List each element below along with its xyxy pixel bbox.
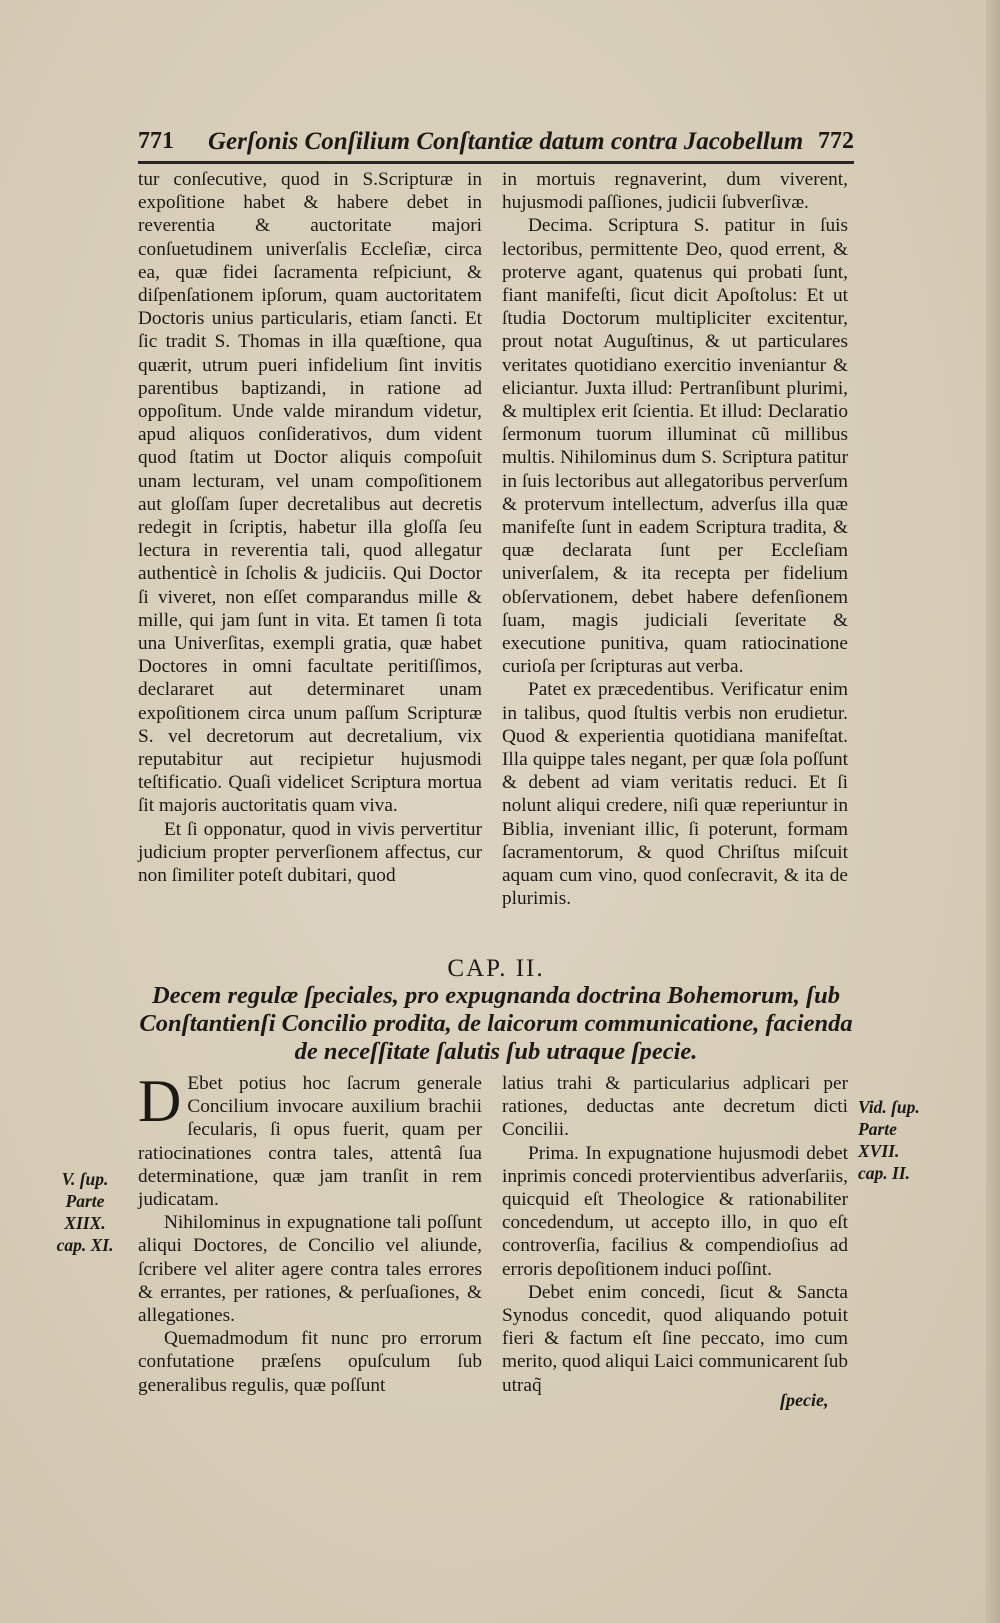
- paragraph-first: [138, 1068, 482, 1211]
- paragraph: Nihilominus in expugnatione tali poſſunt aliqui Doctores, de Concilio vel aliunde, ſcribere vel aliter agere contra tales errores & errantes, per rationes, & perſuaſiones, & allegationes.: [138, 1212, 482, 1327]
- margin-note-right: Vid. ſup. Parte XVII. cap. II.: [858, 1097, 920, 1183]
- column-left-top: [138, 168, 482, 887]
- paragraph: Quemadmodum fit nunc pro errorum confutatione præſens opuſculum ſub generalibus regulis, quæ poſſunt: [138, 1328, 482, 1396]
- drop-capital: D: [138, 1068, 182, 1134]
- column-right-bottom: [502, 1072, 848, 1397]
- paragraph: Debet enim concedi, ſicut & Sancta Synodus concedit, quod aliquando potuit fieri & factum eſt ſine peccato, imo cum merito, quod aliqui Laici communicarent ſub utraq̃: [502, 1281, 848, 1396]
- paragraph-text: Ebet potius hoc ſacrum generale Concilium invocare auxilium brachii ſecularis, ſi opus fuerit, quam per ratiocinationes contra tales, attentâ ſua determinatione, quæ jam tranſit in rem judicatam.: [138, 1073, 482, 1211]
- paragraph: tur conſecutive, quod in S.Scripturæ in expoſitione habet & habere debet in reverentia & auctoritate majori conſuetudinem univerſalis Eccleſiæ, circa ea, quæ fidei ſacramenta reſpiciunt, & diſpenſationem ipſorum, quam auctoritatem Doctoris unius particularis, etiam ſancti. Et ſic tradit S. Thomas in illa quæſtione, qua quærit, utrum pueri infidelium ſint invitis parentibus baptizandi, in ratione ad oppoſitum. Unde valde mirandum videtur, apud aliquos conſiderativos, dum vident quod ſtatim ut Doctor aliquis compoſuit unam lecturam, vel unam compoſitionem aut gloſſam ſuper decretalibus aut decretis redegit in ſcriptis, habetur illa gloſſa ſeu lectura in reverentia tali, quod allegatur authenticè in ſcholis & judiciis. Qui Doctor ſi viveret, non eſſet comparandus mille & mille, qui jam ſunt in vita. Et tamen ſi tota una Univerſitas, exempli gratia, quæ habet Doctores in omni facultate peritiſſimos, declararet aut determinaret unam expoſitionem circa unum paſſum Scripturæ S. vel decretorum aut decretalium, vix reputabitur aut recipietur hujusmodi teſtificatio. Quaſi videlicet Scriptura mortua ſit majoris auctoritatis quam viva.: [138, 169, 482, 817]
- paragraph: latius trahi & particularius adplicari per rationes, deductas ante decretum dicti Concilii.: [502, 1073, 848, 1141]
- chapter-title: Decem regulæ ſpeciales, pro expugnanda doctrina Bohemorum, ſub Conſtantienſi Concilio prodita, de laicorum communicatione, facienda de neceſſitate ſalutis ſub utraque ſpecie.: [139, 982, 853, 1065]
- paragraph: in mortuis regnaverint, dum viverent, hujusmodi paſſiones, judicii ſubverſivæ.: [502, 169, 848, 214]
- page-number-left: 771: [138, 128, 174, 154]
- header-rule: [138, 161, 854, 164]
- paragraph: Prima. In expugnatione hujusmodi debet inprimis concedi protervientibus adverſariis, quicquid eſt Theologice & rationabiliter concedendum, ut accepto illo, in quo eſt controverſia, facilius & compendioſius ad erroris depoſitionem induci poſſint.: [502, 1142, 848, 1280]
- paragraph: Et ſi opponatur, quod in vivis pervertitur judicium propter perverſionem affectus, cur non ſimiliter poteſt dubitari, quod: [138, 818, 482, 887]
- column-left-bottom: [138, 1068, 482, 1397]
- chapter-heading: CAP. II.: [447, 955, 545, 982]
- page-edge: [986, 0, 1000, 1623]
- running-title: Gerſonis Conſilium Conſtantiæ datum contra Jacobellum: [208, 128, 804, 155]
- column-right-top: [502, 168, 848, 911]
- margin-note-left: V. ſup. Parte XIIX. cap. XI.: [56, 1169, 114, 1255]
- paragraph: Decima. Scriptura S. patitur in ſuis lectoribus, permittente Deo, quod errent, & proterve agant, quatenus qui probati ſunt, fiant manifeſti, ſicut dicit Apoſtolus: Et ut ſtudia Doctorum multipliciter excitentur, prout notat Auguſtinus, & ut particulares veritates quotidiano exercitio inveniantur & eliciantur. Juxta illud: Pertranſibunt plurimi, & multiplex erit ſcientia. Et illud: Declaratio ſermonum tuorum illuminat cũ millibus multis. Nihilominus dum S. Scriptura patitur in ſuis lectoribus aut allegatoribus perverſum & protervum intellectum, adverſus illa quæ manifeſte ſunt in eadem Scriptura tradita, & quæ declarata ſunt per Eccleſiam univerſalem, & ita recepta per fidelium obſervationem, debet habere defenſionem ſuam, magis judiciali ſeveritate & executione punitiva, quam ratiocinatione curioſa per ſcripturas aut verba.: [502, 215, 848, 678]
- paragraph: Patet ex præcedentibus. Verificatur enim in talibus, quod ſtultis verbis non erudietur. Quod & experientia quotidiana manifeſtat. Illa quippe tales negant, per quæ ſola poſſunt & debent ad viam veritatis reduci. Et ſi nolunt aliqui credere, niſi quæ reperiuntur in Biblia, inveniant illic, ſi poterunt, formam ſacramentorum, & quod Chriſtus miſcuit aquam cum vino, quod conſecravit, & ita de plurimis.: [502, 679, 848, 910]
- catchword: ſpecie,: [780, 1390, 829, 1410]
- page-number-right: 772: [818, 128, 854, 154]
- running-header: [138, 128, 854, 158]
